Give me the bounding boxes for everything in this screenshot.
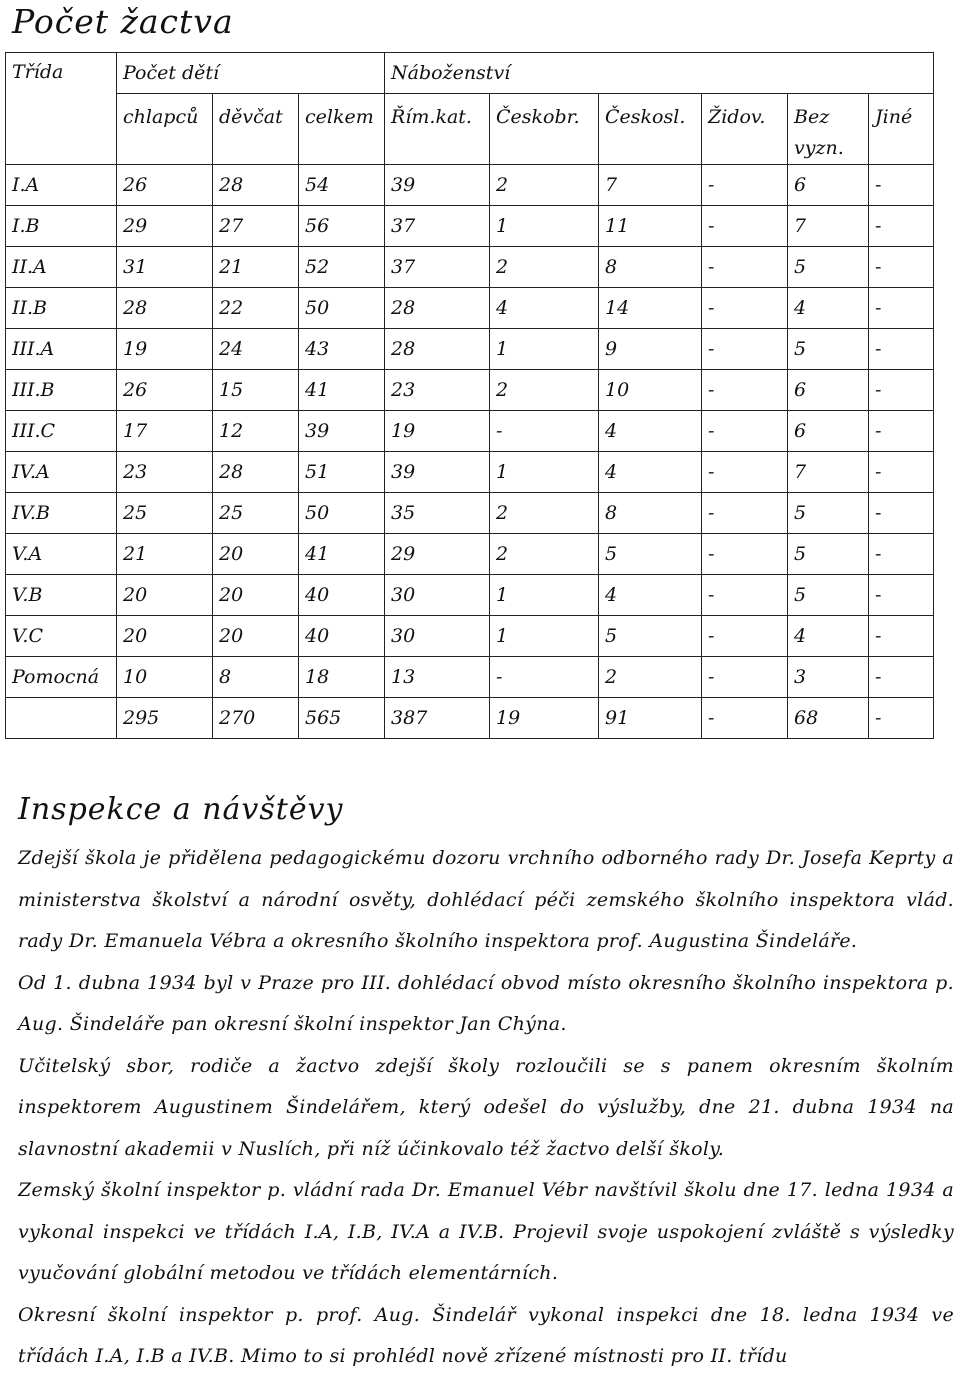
header-row-groups [6,53,934,94]
table-cell: - [702,534,788,575]
page-title: Počet žactva [12,2,234,41]
table-cell: 23 [117,452,213,493]
table-cell: 387 [385,698,490,739]
table-cell: - [702,575,788,616]
pupil-count-table [5,52,934,739]
table-cell: 39 [299,411,385,452]
header-group-child-count: Počet dětí [117,53,385,94]
table-cell: 4 [599,452,702,493]
class-name-cell: I.B [6,206,117,247]
table-cell: - [702,452,788,493]
table-cell: 1 [490,452,599,493]
table-cell: 17 [117,411,213,452]
column-header-no-religion: Bez vyzn. [788,94,869,165]
table-cell: 29 [117,206,213,247]
table-cell: - [702,288,788,329]
table-cell: 6 [788,165,869,206]
table-cell: 28 [213,452,299,493]
table-cell: 56 [299,206,385,247]
column-header-roman-catholic: Řím.kat. [385,94,490,165]
table-cell: 20 [213,575,299,616]
table-row [6,165,934,206]
table-cell: 43 [299,329,385,370]
class-name-cell [6,698,117,739]
table-cell: 37 [385,206,490,247]
table-cell: 26 [117,370,213,411]
paragraph: Zdejší škola je přidělena pedagogickému dozoru vrchního odborného rady Dr. Josefa Keprty a ministerstva školství a národní osvěty, dohlédací péči zemského školního inspektora vlád. rady Dr. Emanuela Vébra a okresního školního inspektora prof. Augustina Šindeláře. [18,847,954,952]
table-cell: - [702,698,788,739]
table-cell: - [869,370,934,411]
table-cell: 25 [117,493,213,534]
class-name-cell: III.B [6,370,117,411]
table-cell: - [869,411,934,452]
paragraph: Učitelský sbor, rodiče a žactvo zdejší školy rozloučili se s panem okresním školním inspektorem Augustinem Šindelářem, který odešel do výslužby, dne 21. dubna 1934 na slavnostní akademii v Nuslích, při níž účinkovalo též žactvo delší školy. [18,1054,954,1160]
table-cell: 2 [599,657,702,698]
paragraph: Zemský školní inspektor p. vládní rada Dr. Emanuel Vébr navštívil školu dne 17. ledna 1934 a vykonal inspekci ve třídách I.A, I.B, IV.A a IV.B. Projevil svoje uspokojení zvláště s výsledky vyučování globální metodou ve třídách elementárních. [18,1179,954,1284]
table-cell: 13 [385,657,490,698]
table-cell: 1 [490,616,599,657]
table-cell: - [702,247,788,288]
column-header-girls: děvčat [213,94,299,165]
table-cell: 28 [385,329,490,370]
table-cell: 2 [490,370,599,411]
table-cell: 5 [599,534,702,575]
table-cell: 20 [213,534,299,575]
table-row [6,616,934,657]
paragraph: Od 1. dubna 1934 byl v Praze pro III. dohlédací obvod místo okresního školního inspektora p. Aug. Šindeláře pan okresní školní inspektor Jan Chýna. [18,971,954,1035]
table-cell: 25 [213,493,299,534]
table-cell: 15 [213,370,299,411]
table-cell: 6 [788,411,869,452]
table-cell: - [869,575,934,616]
table-cell: 9 [599,329,702,370]
table-cell: 50 [299,493,385,534]
table-cell: 18 [299,657,385,698]
table-cell: 2 [490,165,599,206]
table-cell: 5 [788,329,869,370]
table-cell: 295 [117,698,213,739]
table-cell: 28 [213,165,299,206]
table-cell: - [490,657,599,698]
class-name-cell: III.A [6,329,117,370]
table-cell: - [869,452,934,493]
table-cell: 40 [299,616,385,657]
table-cell: 30 [385,616,490,657]
table-cell: 5 [788,247,869,288]
table-cell: 1 [490,575,599,616]
table-row [6,411,934,452]
table-cell: 29 [385,534,490,575]
class-name-cell: III.C [6,411,117,452]
table-cell: 12 [213,411,299,452]
table-cell: 1 [490,206,599,247]
header-row-columns [6,94,934,165]
class-name-cell: II.B [6,288,117,329]
table-cell: 6 [788,370,869,411]
table-cell: 7 [788,452,869,493]
table-cell: 23 [385,370,490,411]
table-cell: - [869,493,934,534]
table-cell: 31 [117,247,213,288]
table-cell: 20 [117,616,213,657]
section-title-inspections: Inspekce a návštěvy [18,792,344,827]
table-cell: - [702,411,788,452]
column-header-class: Třída [6,53,117,165]
table-cell: 68 [788,698,869,739]
table-cell: 1 [490,329,599,370]
table-cell: 21 [213,247,299,288]
table-cell: 5 [788,534,869,575]
table-cell: - [869,206,934,247]
table-cell: - [869,698,934,739]
table-body [6,165,934,739]
table-cell: - [490,411,599,452]
class-name-cell: II.A [6,247,117,288]
table-cell: 4 [490,288,599,329]
table-cell: - [869,165,934,206]
table-cell: 24 [213,329,299,370]
column-header-boys: chlapců [117,94,213,165]
table-cell: 22 [213,288,299,329]
table-cell: 39 [385,165,490,206]
table-cell: 565 [299,698,385,739]
table-cell: 50 [299,288,385,329]
table-cell: 270 [213,698,299,739]
class-name-cell: I.A [6,165,117,206]
table-cell: 5 [599,616,702,657]
table-cell: 4 [599,575,702,616]
table-cell: 37 [385,247,490,288]
table-cell: - [869,288,934,329]
table-cell: 8 [213,657,299,698]
table-cell: 2 [490,493,599,534]
table-cell: - [702,165,788,206]
table-cell: 51 [299,452,385,493]
table-cell: - [869,616,934,657]
table-cell: - [702,370,788,411]
table-cell: 27 [213,206,299,247]
table-cell: 28 [117,288,213,329]
table-cell: - [869,329,934,370]
table-cell: 91 [599,698,702,739]
table-cell: 41 [299,534,385,575]
table-cell: 11 [599,206,702,247]
table-cell: 4 [599,411,702,452]
table-cell: 7 [788,206,869,247]
class-name-cell: IV.B [6,493,117,534]
table-row [6,452,934,493]
paragraph: Okresní školní inspektor p. prof. Aug. Šindelář vykonal inspekci dne 18. ledna 1934 ve třídách I.A, I.B a IV.B. Mimo to si prohlédl nově zřízené místnosti pro II. třídu [18,1303,954,1367]
table-cell: - [702,657,788,698]
table-cell: 5 [788,493,869,534]
table-cell: 54 [299,165,385,206]
table-cell: 10 [599,370,702,411]
table-cell: - [702,206,788,247]
table-row [6,657,934,698]
column-header-jewish: Židov. [702,94,788,165]
table-row [6,575,934,616]
table-cell: 20 [213,616,299,657]
table-cell: 19 [117,329,213,370]
class-name-cell: V.A [6,534,117,575]
table-cell: 4 [788,616,869,657]
table-cell: 19 [385,411,490,452]
table-cell: 52 [299,247,385,288]
table-cell: 8 [599,493,702,534]
table-cell: 10 [117,657,213,698]
class-name-cell: Pomocná [6,657,117,698]
table-cell: 4 [788,288,869,329]
table-cell: 3 [788,657,869,698]
table-row [6,329,934,370]
table-cell: 41 [299,370,385,411]
table-cell: 8 [599,247,702,288]
column-header-other: Jiné [869,94,934,165]
table-cell: 2 [490,247,599,288]
table-cell: 40 [299,575,385,616]
inspection-text [18,838,954,1378]
table-cell: - [702,329,788,370]
column-header-total: celkem [299,94,385,165]
table-row [6,370,934,411]
totals-row [6,698,934,739]
table-cell: 19 [490,698,599,739]
table-cell: 5 [788,575,869,616]
table-row [6,288,934,329]
table-cell: 28 [385,288,490,329]
class-name-cell: V.B [6,575,117,616]
header-group-religion: Náboženství [385,53,934,94]
table-cell: - [702,493,788,534]
table-cell: 30 [385,575,490,616]
table-cell: 39 [385,452,490,493]
table-cell: 7 [599,165,702,206]
table-cell: - [869,534,934,575]
table-cell: - [869,657,934,698]
table-cell: 2 [490,534,599,575]
table-row [6,534,934,575]
table-cell: 20 [117,575,213,616]
table-cell: 14 [599,288,702,329]
class-name-cell: IV.A [6,452,117,493]
column-header-czech-brethren: Českobr. [490,94,599,165]
table-row [6,247,934,288]
table-cell: 21 [117,534,213,575]
table-cell: - [869,247,934,288]
table-row [6,493,934,534]
table-cell: - [702,616,788,657]
table-cell: 26 [117,165,213,206]
class-name-cell: V.C [6,616,117,657]
column-header-czechoslovak: Českosl. [599,94,702,165]
table-row [6,206,934,247]
table-cell: 35 [385,493,490,534]
